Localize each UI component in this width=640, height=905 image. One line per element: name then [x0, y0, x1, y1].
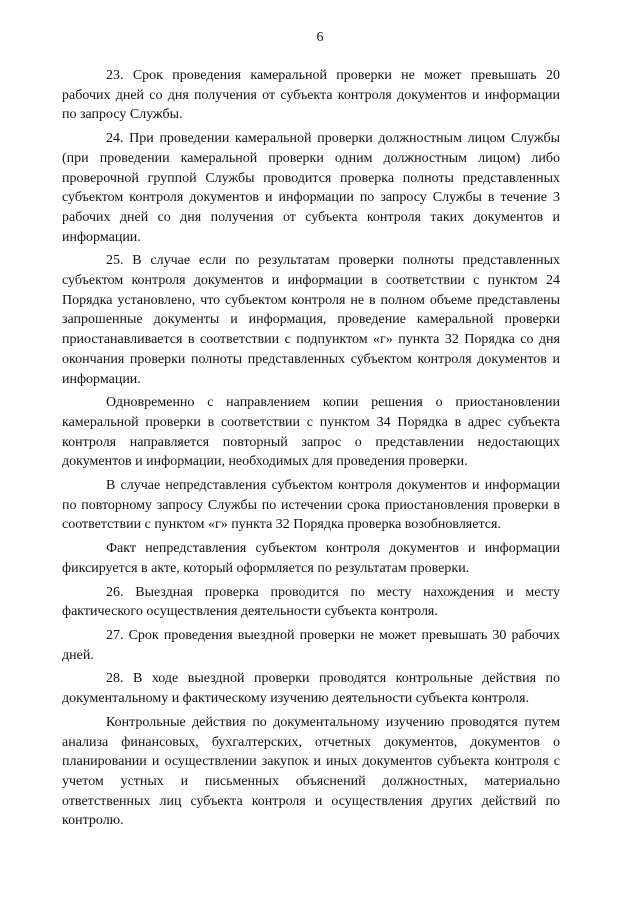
paragraph-24: 24. При проведении камеральной проверки должностным лицом Службы (при проведении камеральной проверки одним должностным лицом) либо проверочной группой Службы проводится проверка полноты представленных субъектом контроля документов и информации по запросу Службы в течение 3 рабочих дней со дня получения от субъекта контроля таких документов и информации. [62, 131, 560, 245]
paragraph-27: 27. Срок проведения выездной проверки не может превышать 30 рабочих дней. [62, 627, 560, 663]
paragraph-28-cont: Контрольные действия по документальному изучению проводятся путем анализа финансовых, бухгалтерских, отчетных документов, документов о планировании и осуществлении закупок и иных документов субъекта контроля с учетом устных и письменных объяснений должностных, материально ответственных лиц субъекта контроля и осуществления других действий по контролю. [62, 714, 560, 829]
document-body [62, 66, 560, 835]
page-number: 6 [316, 30, 324, 45]
paragraph-25-cont-1: Одновременно с направлением копии решения о приостановлении камеральной проверки в соответствии с пунктом 34 Порядка в адрес субъекта контроля направляется повторный запрос о представлении недостающих документов и информации, необходимых для проведения проверки. [62, 395, 560, 470]
paragraph-25-cont-2: В случае непредставления субъектом контроля документов и информации по повторному запросу Службы по истечении срока приостановления проверки в соответствии с пунктом «г» пункта 32 Порядка проверка возобновляется. [62, 478, 560, 533]
paragraph-26: 26. Выездная проверка проводится по месту нахождения и месту фактического осуществления деятельности субъекта контроля. [62, 584, 560, 620]
paragraph-25: 25. В случае если по результатам проверки полноты представленных субъектом контроля документов и информации в соответствии с пунктом 24 Порядка установлено, что субъектом контроля не в полном объеме представлены запрошенные документы и информация, проведение камеральной проверки приостанавливается в соответствии с подпунктом «г» пункта 32 Порядка со дня окончания проверки полноты представленных субъектом контроля документов и информации. [62, 253, 560, 387]
paragraph-25-cont-3: Факт непредставления субъектом контроля документов и информации фиксируется в акте, который оформляется по результатам проверки. [62, 541, 560, 576]
paragraph-28: 28. В ходе выездной проверки проводятся контрольные действия по документальному и фактическому изучению деятельности субъекта контроля. [62, 671, 560, 707]
paragraph-23: 23. Срок проведения камеральной проверки не может превышать 20 рабочих дней со дня получения от субъекта контроля документов и информации по запросу Службы. [62, 68, 560, 123]
